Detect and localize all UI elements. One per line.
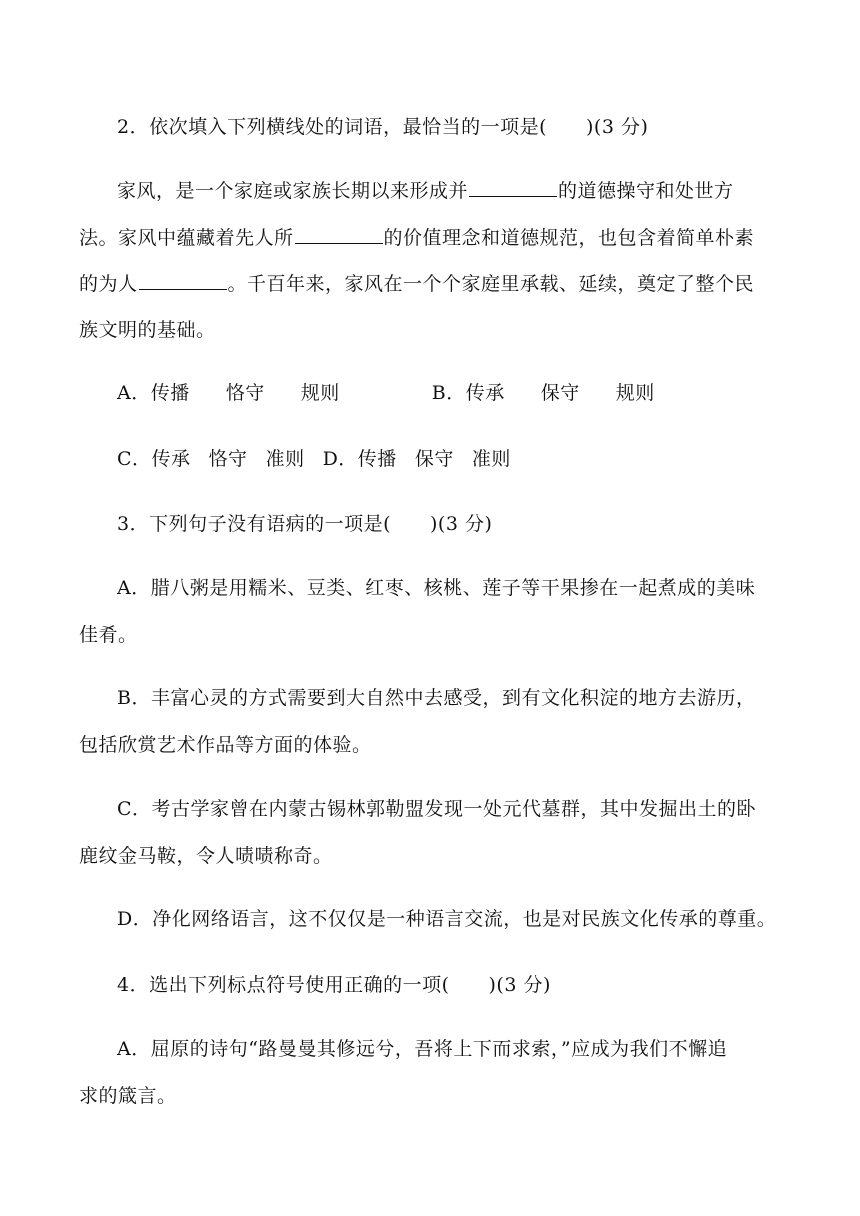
q2-passage-text: 家风，是一个家庭或家族长期以来形成并 xyxy=(117,180,469,202)
q2-passage-text: 的为人 xyxy=(79,273,138,295)
q4-stem: 4．选出下列标点符号使用正确的一项( )(3 分) xyxy=(117,974,551,996)
q2-option-a-word-3: 规则 xyxy=(300,382,340,404)
q2-options-cd xyxy=(117,444,837,474)
q3-option-b-line-2: 包括欣赏艺术作品等方面的体验。 xyxy=(79,734,372,756)
q2-passage-text: 的道德操守和处世方 xyxy=(558,180,734,202)
q2-option-b: B．传承 xyxy=(431,382,505,404)
q3-option-c-line-1: C．考古学家曾在内蒙古锡林郭勒盟发现一处元代墓群，其中发掘出土的卧 xyxy=(117,798,757,820)
q2-option-d: D．传播 xyxy=(322,448,397,470)
q2-option-c-word-3: 准则 xyxy=(265,448,305,470)
q4-option-a-line-1: A．屈原的诗句“路曼曼其修远兮，吾将上下而求索，”应成为我们不懈追 xyxy=(117,1038,728,1060)
q2-option-a-word-2: 恪守 xyxy=(225,382,265,404)
q2-passage-text: 。千百年来，家风在一个个家庭里承载、延续，奠定了整个民 xyxy=(227,273,755,295)
q3-option-a-line-1: A．腊八粥是用糯米、豆类、红枣、核桃、莲子等干果掺在一起煮成的美味 xyxy=(117,577,756,599)
q2-option-a: A．传播 xyxy=(117,382,190,404)
q2-passage-line-4: 族文明的基础。 xyxy=(79,319,216,341)
q2-options-ab xyxy=(117,378,837,408)
q2-passage-line-3 xyxy=(79,269,799,299)
fill-blank-1 xyxy=(469,178,557,197)
q2-option-b-word-2: 保守 xyxy=(540,382,580,404)
fill-blank-3 xyxy=(139,271,227,290)
q3-stem: 3．下列句子没有语病的一项是( )(3 分) xyxy=(117,513,493,535)
q3-option-c-line-2: 鹿纹金马鞍，令人啧啧称奇。 xyxy=(79,845,333,867)
q2-passage-text: 的价值理念和道德规范，也包含着简单朴素 xyxy=(383,227,755,249)
q2-stem: 2．依次填入下列横线处的词语，最恰当的一项是( )(3 分) xyxy=(117,116,649,138)
q2-option-d-word-2: 保守 xyxy=(414,448,454,470)
q2-passage-text: 法。家风中蕴藏着先人所 xyxy=(79,227,294,249)
q2-passage-line-2 xyxy=(79,223,799,253)
q2-option-c-word-2: 恪守 xyxy=(208,448,248,470)
q3-option-a-line-2: 佳肴。 xyxy=(79,624,138,646)
q4-option-a-line-2: 求的箴言。 xyxy=(79,1085,177,1107)
q2-passage-line-1 xyxy=(117,176,837,206)
q2-option-b-word-3: 规则 xyxy=(615,382,655,404)
fill-blank-2 xyxy=(295,225,383,244)
q2-option-c: C．传承 xyxy=(117,448,191,470)
q3-option-b-line-1: B．丰富心灵的方式需要到大自然中去感受，到有文化积淀的地方去游历， xyxy=(117,687,756,709)
q2-option-d-word-3: 准则 xyxy=(471,448,511,470)
q3-option-d-line-1: D．净化网络语言，这不仅仅是一种语言交流，也是对民族文化传承的尊重。 xyxy=(117,908,777,930)
